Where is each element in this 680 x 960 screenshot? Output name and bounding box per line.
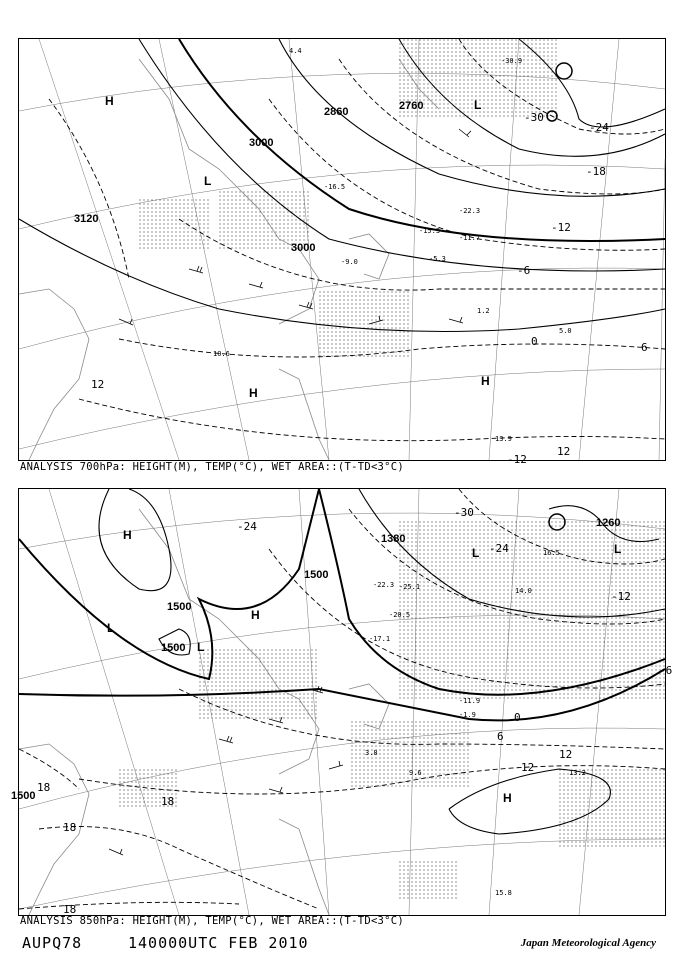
panel-caption-850hpa: ANALYSIS 850hPa: HEIGHT(M), TEMP(°C), WET AREA::(T-TD<3°C) [20,915,405,927]
station-value: -22.3 [459,207,481,215]
temp-label: -12 [507,453,527,466]
temp-label: 12 [559,748,573,761]
station-value: 15.8 [495,889,512,897]
high-pressure-label: H [251,608,260,622]
temp-label: -24 [489,542,509,555]
temp-label: 18 [63,821,77,834]
height-label: 1500 [161,642,186,654]
temp-label: -18 [586,165,606,178]
temp-label: -12 [611,590,631,603]
temp-label: 18 [161,795,175,808]
temp-label: 12 [557,445,571,458]
low-pressure-label: L [614,542,622,556]
high-pressure-label: H [105,94,114,108]
high-pressure-label: H [481,374,490,388]
map-700hpa-svg [19,39,665,466]
height-label: 1500 [167,601,192,613]
graticule [19,39,665,460]
temp-label: -24 [237,520,257,533]
station-value: 13.9 [495,435,512,443]
height-label: 3000 [291,242,316,254]
station-value: 14.0 [515,587,532,595]
wet-area-stipple [119,519,665,899]
height-label: 2860 [324,106,349,118]
station-value: 3.8 [365,749,378,757]
station-value: 16.5 [543,549,560,557]
temp-label: -30 [454,506,474,519]
station-value: -20.5 [389,611,411,619]
station-value: -30.9 [501,57,523,65]
agency-name: Japan Meteorological Agency [520,937,656,949]
height-label: 1500 [11,790,36,802]
valid-time: 140000UTC FEB 2010 [128,934,309,952]
temp-label: -12 [551,221,571,234]
low-pressure-label: L [107,621,115,635]
wet-area-stipple [139,39,559,359]
station-value: -11.7 [459,234,481,242]
station-value: -1.9 [459,711,476,719]
height-label: 2760 [399,100,424,112]
product-code: AUPQ78 [22,934,83,952]
station-value: -11.9 [459,697,481,705]
map-panel-850hpa [11,488,673,916]
temp-label: 6 [641,341,648,354]
high-pressure-label: H [503,791,512,805]
station-value: 9.6 [409,769,422,777]
station-value: 10.6 [213,350,230,358]
low-pressure-label: L [204,174,212,188]
temp-label: 0 [531,335,538,348]
station-value: -22.3 [373,581,395,589]
low-pressure-label: L [472,546,480,560]
station-value: 5.0 [559,327,572,335]
station-value: -16.5 [324,183,346,191]
temp-label: -6 [517,264,531,277]
station-value: 13.2 [569,769,586,777]
temp-label: 12 [91,378,105,391]
temp-label: 18 [63,903,77,916]
temp-label: 6 [497,730,504,743]
height-label: 3000 [249,137,274,149]
station-value: -5.3 [429,255,446,263]
station-value: -9.0 [341,258,358,266]
temp-label: 12 [521,761,535,774]
panel-caption-700hpa: ANALYSIS 700hPa: HEIGHT(M), TEMP(°C), WET AREA::(T-TD<3°C) [20,461,405,473]
temp-label: -6 [659,664,673,677]
station-value: -25.1 [399,583,421,591]
height-label: 3120 [74,213,99,225]
station-value: 1.2 [477,307,490,315]
height-label: 1500 [304,569,329,581]
map-panel-700hpa [18,38,666,466]
temp-label: -30 [524,111,544,124]
high-pressure-label: H [249,386,258,400]
temp-label: -24 [589,121,609,134]
low-pressure-label: L [197,640,205,654]
station-value: -15.3 [419,227,441,235]
map-850hpa-svg [11,489,673,916]
station-value: -17.1 [369,635,391,643]
station-value: 4.4 [289,47,302,55]
low-pressure-label: L [474,98,482,112]
high-pressure-label: H [123,528,132,542]
temp-label: 18 [37,781,51,794]
height-label: 1260 [596,517,621,529]
temp-label: 0 [514,711,521,724]
height-label: 1380 [381,533,406,545]
